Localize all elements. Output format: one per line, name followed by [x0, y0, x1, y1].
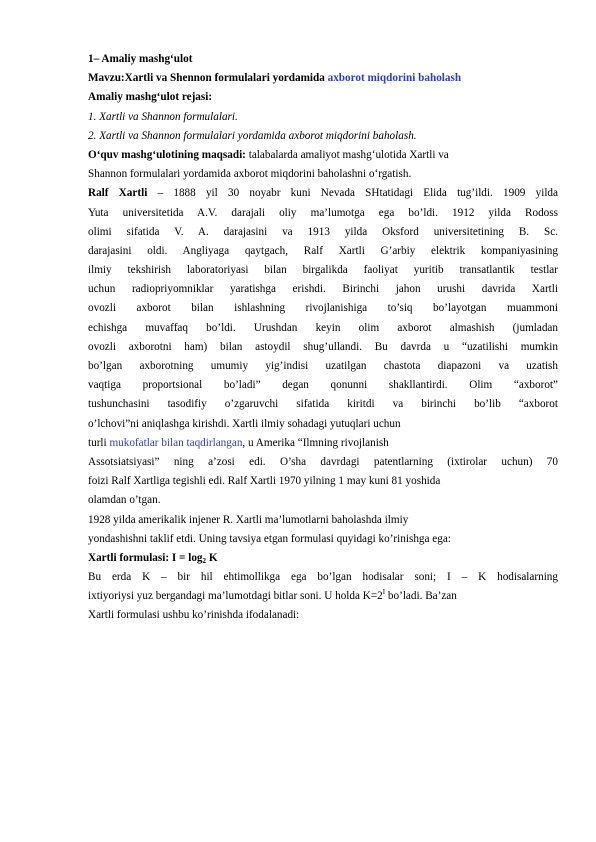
bio-award-line: [88, 434, 558, 453]
bio-line: darajasini oldi. Angliyaga qaytgach, Ralf Xartli G’arbiy elektrik kompaniyasining: [88, 244, 558, 257]
topic-label: Mavzu:: [88, 72, 125, 85]
explain-line-3: Xartli formulasi ushbu ko’rinishda ifodalanadi:: [88, 609, 300, 622]
formula-suffix: K: [206, 551, 218, 564]
document-page: [88, 50, 558, 626]
explain-superscript: I: [382, 588, 386, 597]
explain-line-2-after: bo’ladi. Ba’zan: [385, 590, 457, 603]
award-suffix: , u Amerika “Ilmning rivojlanish: [242, 436, 389, 449]
intro-line-2: yondashishni taklif etdi. Uning tavsiya etgan formulasi quyidagi ko’rinishga ega:: [88, 532, 451, 545]
award-link[interactable]: mukofatlar bilan taqdirlangan: [109, 436, 243, 449]
formula-subscript: 2: [202, 556, 207, 565]
bio-line-1-text: – 1888 yil 30 noyabr kuni Nevada SHtatidagi Elida tug’ildi. 1909 yilda: [147, 187, 558, 200]
bio-name: Ralf Xartli: [88, 187, 148, 200]
formula-label: Xartli formulasi: I = log: [88, 551, 203, 564]
bio-line: vaqtiga proportsional bo’ladi” degan qonunni shakllantirdi. Olim “axborot”: [88, 379, 558, 392]
goal-text-1: talabalarda amaliyot mashg‘ulotida Xartli va: [245, 148, 449, 161]
bio-line: olamdan o’tgan.: [88, 494, 161, 507]
explain-line-1: Bu erda K – bir hil ehtimollikga ega bo’lgan hodisalar soni; I – K hodisalarning: [88, 571, 558, 584]
bio-line: Assotsiatsiyasi” ning a’zosi edi. O’sha davrdagi patentlarning (ixtirolar uchun) 70: [88, 455, 558, 468]
bio-line: bo’lgan axborotning umumiy yig’indisi uzatilgan chastota diapazoni va uzatish: [88, 360, 558, 372]
bio-line: Yuta universitetida A.V. darajali oliy ma’lumotga ega bo’ldi. 1912 yilda Rodoss: [88, 206, 558, 219]
bio-line: ovozli axborot bilan ishlashning rivojlanishiga to’siq bo’layotgan muammoni: [88, 302, 558, 315]
goal-line-1: [88, 146, 558, 165]
explain-line-2-before: ixtiyoriysi yuz bergandagi ma’lumotdagi bitlar soni. U holda K=2: [88, 590, 383, 603]
bio-line: ovozli axborotni ham) bilan astoydil shug’ullandi. Bu davrda u “uzatilishi mumkin: [88, 340, 558, 353]
award-prefix: turli: [88, 436, 110, 449]
explain-line-2: [88, 587, 558, 606]
bio-line-1: [88, 184, 558, 203]
intro-line-1: 1928 yilda amerikalik injener R. Xartli ma’lumotlarni baholashda ilmiy: [88, 513, 409, 526]
goal-label: O‘quv mashg‘ulotining maqsadi:: [88, 148, 246, 161]
bio-line: tushunchasini tasodifiy o’zgaruvchi sifatida kiritdi va birinchi bo’lib “axborot: [88, 398, 558, 411]
plan-item-2: 2. Xartli va Shannon formulalari yordamida axborot miqdorini baholash.: [88, 129, 417, 142]
lesson-heading: 1– Amaliy mashg‘ulot: [88, 53, 193, 65]
bio-line: foizi Ralf Xartliga tegishli edi. Ralf Xartli 1970 yilning 1 may kuni 81 yoshida: [88, 475, 441, 488]
bio-line: o’lchovi”ni aniqlashga kirishdi. Xartli ilmiy sohadagi yutuqlari uchun: [88, 417, 401, 430]
plan-title: Amaliy mashg‘ulot rejasi:: [88, 91, 213, 104]
hartley-formula: [88, 549, 558, 568]
plan-item-1: 1. Xartli va Shannon formulalari.: [88, 110, 238, 123]
topic-text: Xartli va Shennon formulalari yordamida: [124, 72, 328, 85]
bio-line: uchun radiopriyomniklar yaratishga erishdi. Birinchi jahon urushi davrida Xartli: [88, 283, 558, 296]
bio-line: ilmiy tekshirish laboratoriyasi bilan birgalikda faoliyat yuritib transatlantik testlar: [88, 264, 558, 277]
goal-line-2: Shannon formulalari yordamida axborot miqdorini baholashni o‘rgatish.: [88, 168, 412, 181]
topic-line: [88, 69, 558, 88]
bio-line: echishga muvaffaq bo’ldi. Urushdan keyin olim axborot almashish (jumladan: [88, 321, 558, 334]
bio-line: olimi sifatida V. A. darajasini va 1913 yilda Oksford universitetining B. Sc.: [88, 225, 558, 238]
topic-link[interactable]: axborot miqdorini baholash: [327, 72, 462, 85]
